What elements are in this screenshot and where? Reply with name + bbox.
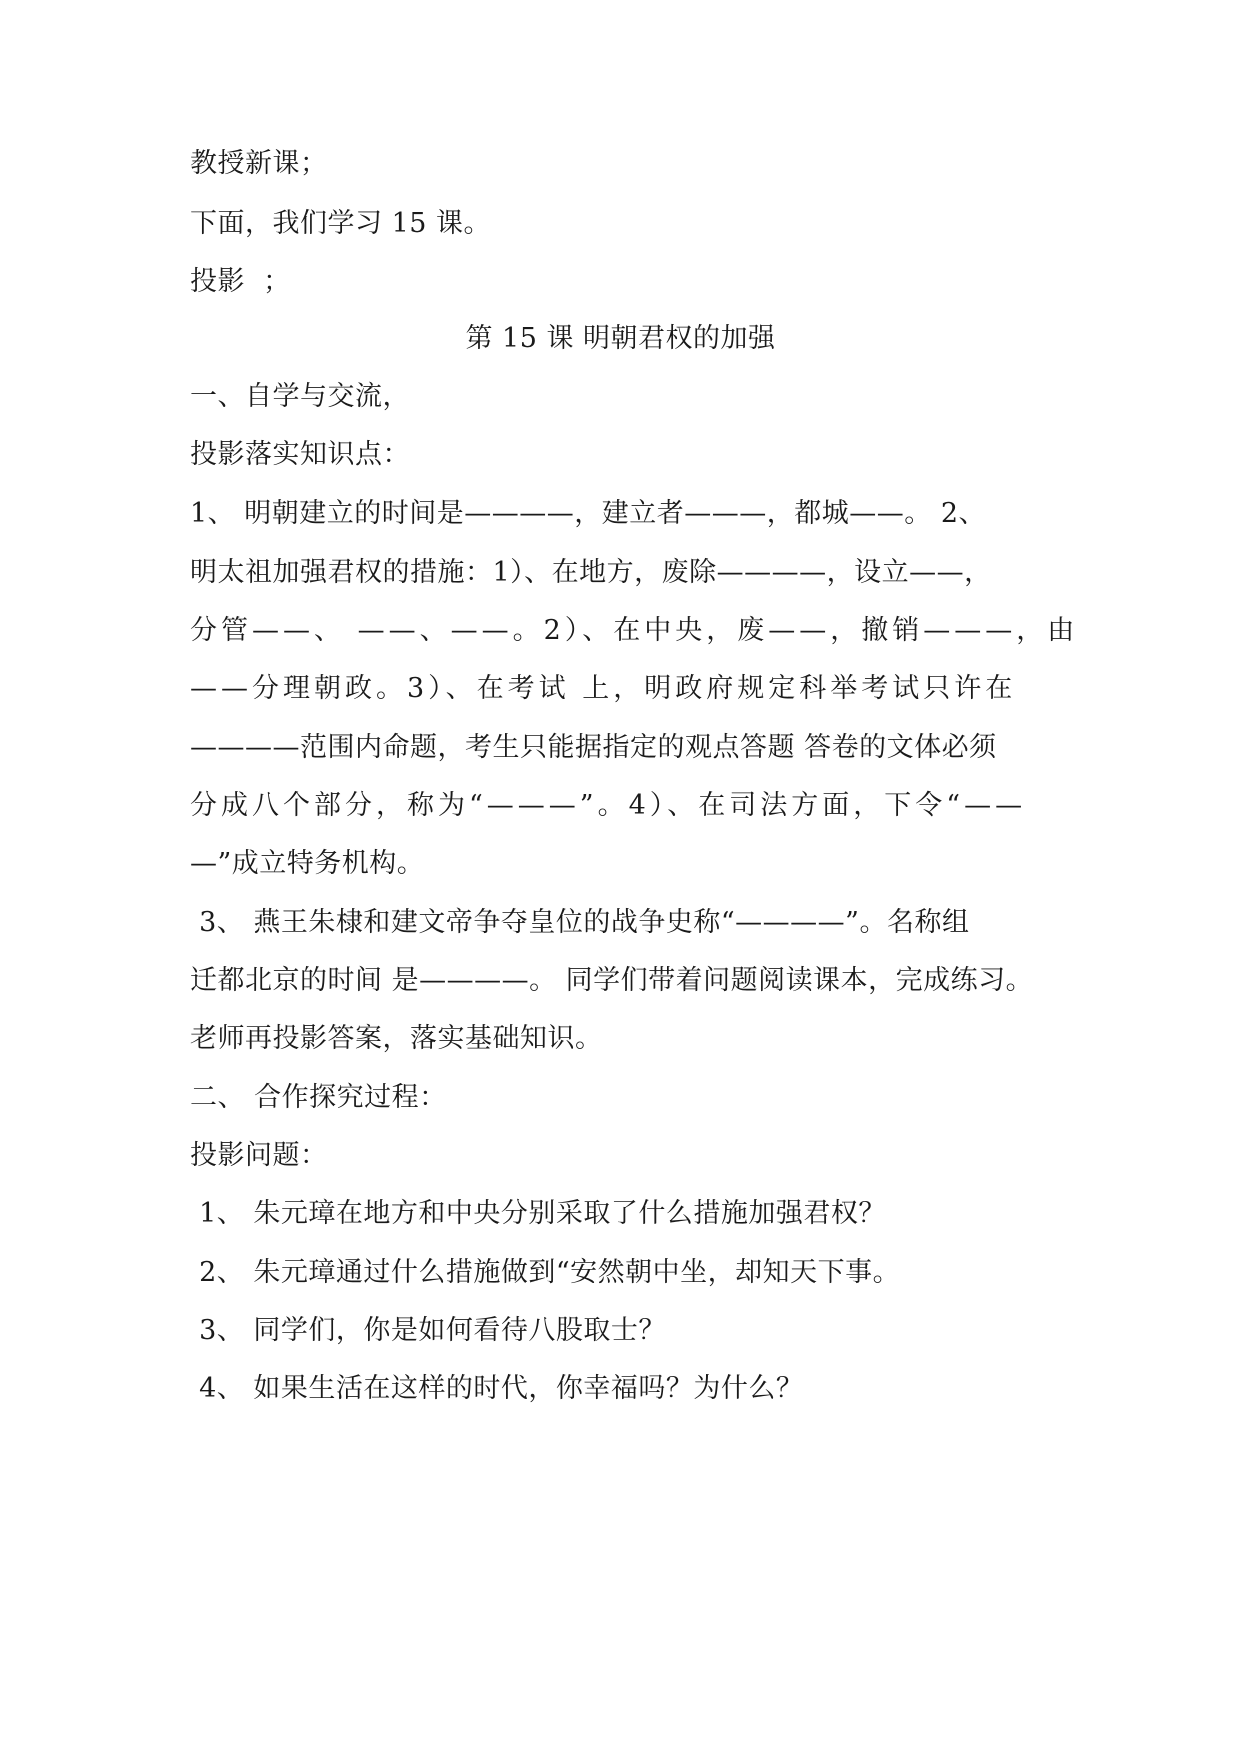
text-line: 迁都北京的时间 是————。 同学们带着问题阅读课本，完成练习。: [190, 965, 1034, 996]
text-line: 投影问题：: [190, 1140, 328, 1171]
question-item: 3、 同学们，你是如何看待八股取士？: [190, 1315, 666, 1346]
text-line: 教授新课；: [190, 148, 328, 179]
text-line: ——分理朝政。3）、在考试 上，明政府规定科举考试只许在: [190, 673, 1017, 704]
text-line: 分成八个部分，称为“———”。4）、在司法方面，下令“——: [190, 790, 1027, 821]
text-line: 1、 明朝建立的时间是————，建立者———，都城——。 2、: [190, 498, 987, 529]
text-line: 明太祖加强君权的措施：1）、在地方，废除————，设立——，: [190, 557, 992, 588]
section-heading: 一、自学与交流，: [190, 381, 410, 412]
lesson-title: 第 15 课 明朝君权的加强: [465, 323, 776, 354]
question-item: 4、 如果生活在这样的时代，你幸福吗？为什么？: [190, 1373, 804, 1404]
text-line: 老师再投影答案，落实基础知识。: [190, 1023, 603, 1054]
text-line: ————范围内命题，考生只能据指定的观点答题 答卷的文体必须: [190, 732, 997, 763]
text-line: 投影落实知识点：: [190, 439, 410, 470]
text-line: 分管——、 ——、——。2）、在中央，废——，撤销———，由: [190, 615, 1079, 646]
question-item: 2、 朱元璋通过什么措施做到“安然朝中坐，却知天下事。: [190, 1257, 901, 1288]
question-item: 1、 朱元璋在地方和中央分别采取了什么措施加强君权？: [190, 1198, 886, 1229]
text-line: 下面，我们学习 15 课。: [190, 208, 492, 239]
section-heading: 二、 合作探究过程：: [190, 1082, 447, 1113]
text-line: 投影 ；: [190, 266, 291, 297]
text-line: 3、 燕王朱棣和建文帝争夺皇位的战争史称“————”。名称组: [190, 907, 970, 938]
text-line: —”成立特务机构。: [190, 848, 425, 879]
